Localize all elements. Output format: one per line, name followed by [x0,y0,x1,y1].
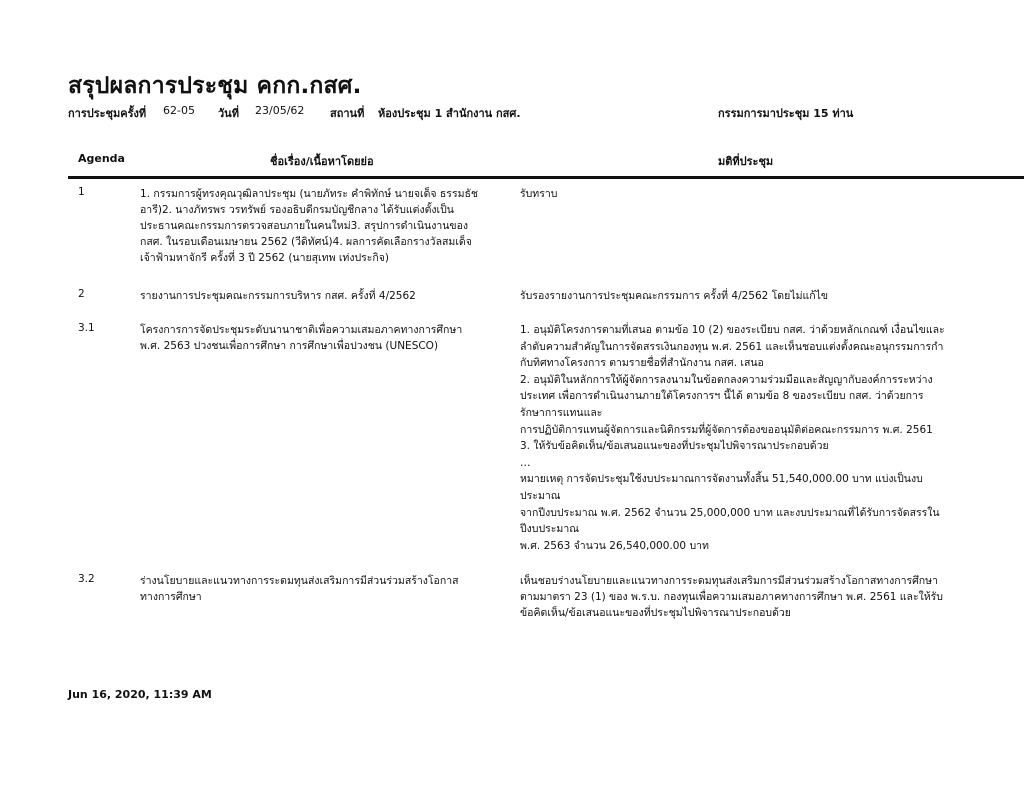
text-line: รับทราบ [520,188,558,200]
agenda-topic [140,573,512,605]
document-title: สรุปผลการประชุม คกก.กสศ. [68,73,362,99]
text-line: รายงานการประชุมคณะกรรมการบริหาร กสศ. ครั้งที่ 4/2562 [140,290,416,302]
agenda-topic [140,186,512,266]
text-line: 2. อนุมัติในหลักการให้ผู้จัดการลงนามในข้อตกลงความร่วมมือและสัญญากับองค์การระหว่าง [520,373,933,386]
meeting-place: ห้องประชุม 1 สำนักงาน กสศ. [378,107,521,120]
text-line: รับรองรายงานการประชุมคณะกรรมการ ครั้งที่ 4/2562 โดยไม่แก้ไข [520,290,829,302]
text-line: จากปีงบประมาณ พ.ศ. 2562 จำนวน 25,000,000 บาท และงบประมาณที่ได้รับการจัดสรรใน [520,506,940,519]
agenda-topic [140,322,512,354]
date-label: วันที่ [218,107,239,120]
header-divider [68,176,1024,179]
text-line: ข้อคิดเห็น/ข้อเสนอแนะของที่ประชุมไปพิจารณาประกอบด้วย [520,607,791,619]
text-line: ทางการศึกษา [140,591,202,603]
agenda-resolution [520,322,990,554]
text-line: หมายเหตุ การจัดประชุมใช้งบประมาณการจัดงานทั้งสิ้น 51,540,000.00 บาท แบ่งเป็นงบ [520,473,923,486]
agenda-resolution [520,288,990,304]
text-line: 3. ให้รับข้อคิดเห็น/ข้อเสนอแนะของที่ประชุมไปพิจารณาประกอบด้วย [520,440,829,453]
text-line: กับทิศทางโครงการ ตามรายชื่อที่สำนักงาน กสศ. เสนอ [520,357,764,370]
agenda-resolution [520,186,990,202]
column-header-agenda: Agenda [78,152,125,165]
agenda-number: 1 [78,186,85,198]
agenda-resolution [520,573,990,621]
text-line: ร่างนโยบายและแนวทางการระดมทุนส่งเสริมการมีส่วนร่วมสร้างโอกาส [140,575,459,587]
text-line: เห็นชอบร่างนโยบายและแนวทางการระดมทุนส่งเสริมการมีส่วนร่วมสร้างโอกาสทางการศึกษา [520,575,938,587]
column-header-topic: ชื่อเรื่อง/เนื้อหาโดยย่อ [270,155,374,168]
place-label: สถานที่ [330,107,365,120]
text-line: พ.ศ. 2563 ปวงชนเพื่อการศึกษา การศึกษาเพื่อปวงชน (UNESCO) [140,340,439,352]
text-line: กสศ. ในรอบเดือนเมษายน 2562 (วีดิทัศน์)4. ผลการคัดเลือกรางวัลสมเด็จ [140,236,472,248]
text-line: โครงการการจัดประชุมระดับนานาชาติเพื่อความเสมอภาคทางการศึกษา [140,324,463,336]
text-line: รักษาการแทนและ [520,406,603,419]
text-line: 1. อนุมัติโครงการตามที่เสนอ ตามข้อ 10 (2) ของระเบียบ กสศ. ว่าด้วยหลักเกณฑ์ เงื่อนไขและ [520,324,945,336]
attendance-count: กรรมการมาประชุม 15 ท่าน [718,107,854,120]
text-line: 1. กรรมการผู้ทรงคุณวุฒิลาประชุม (นายภัทระ คำพิทักษ์ นายจเด็จ ธรรมธัช [140,188,479,200]
text-line: พ.ศ. 2563 จำนวน 26,540,000.00 บาท [520,539,709,552]
text-line: … [520,456,531,469]
text-line: ประธานคณะกรรมการตรวจสอบภายในคนใหม่3. สรุปการดำเนินงานของ [140,220,469,232]
agenda-topic [140,288,512,304]
meeting-number: 62-05 [163,104,195,117]
text-line: อารี)2. นางภัทรพร วรทรัพย์ รองอธิบดีกรมบัญชีกลาง ได้รับแต่งตั้งเป็น [140,204,454,216]
agenda-number: 2 [78,288,85,300]
text-line: เจ้าฟ้ามหาจักรี ครั้งที่ 3 ปี 2562 (นายสุเทพ เท่งประกิจ) [140,252,390,264]
text-line: ตามมาตรา 23 (1) ของ พ.ร.บ. กองทุนเพื่อความเสมอภาคทางการศึกษา พ.ศ. 2561 และให้รับ [520,591,943,603]
text-line: ประเทศ เพื่อการดำเนินงานภายใต้โครงการฯ นี้ได้ ตามข้อ 8 ของระเบียบ กสศ. ว่าด้วยการ [520,390,924,403]
text-line: ปีงบประมาณ [520,523,579,536]
print-timestamp: Jun 16, 2020, 11:39 AM [68,688,212,701]
text-line: ประมาณ [520,489,561,502]
text-line: ลำดับความสำคัญในการจัดสรรเงินกองทุน พ.ศ. 2561 และเห็นชอบแต่งตั้งคณะอนุกรรมการกำ [520,340,944,353]
meeting-number-label: การประชุมครั้งที่ [68,107,147,120]
agenda-number: 3.1 [78,322,95,334]
meeting-date: 23/05/62 [255,104,305,117]
agenda-number: 3.2 [78,573,95,585]
column-header-resolution: มติที่ประชุม [718,155,774,168]
text-line: การปฏิบัติการแทนผู้จัดการและนิติกรรมที่ผู้จัดการต้องขออนุมัติต่อคณะกรรมการ พ.ศ. 2561 [520,423,933,436]
